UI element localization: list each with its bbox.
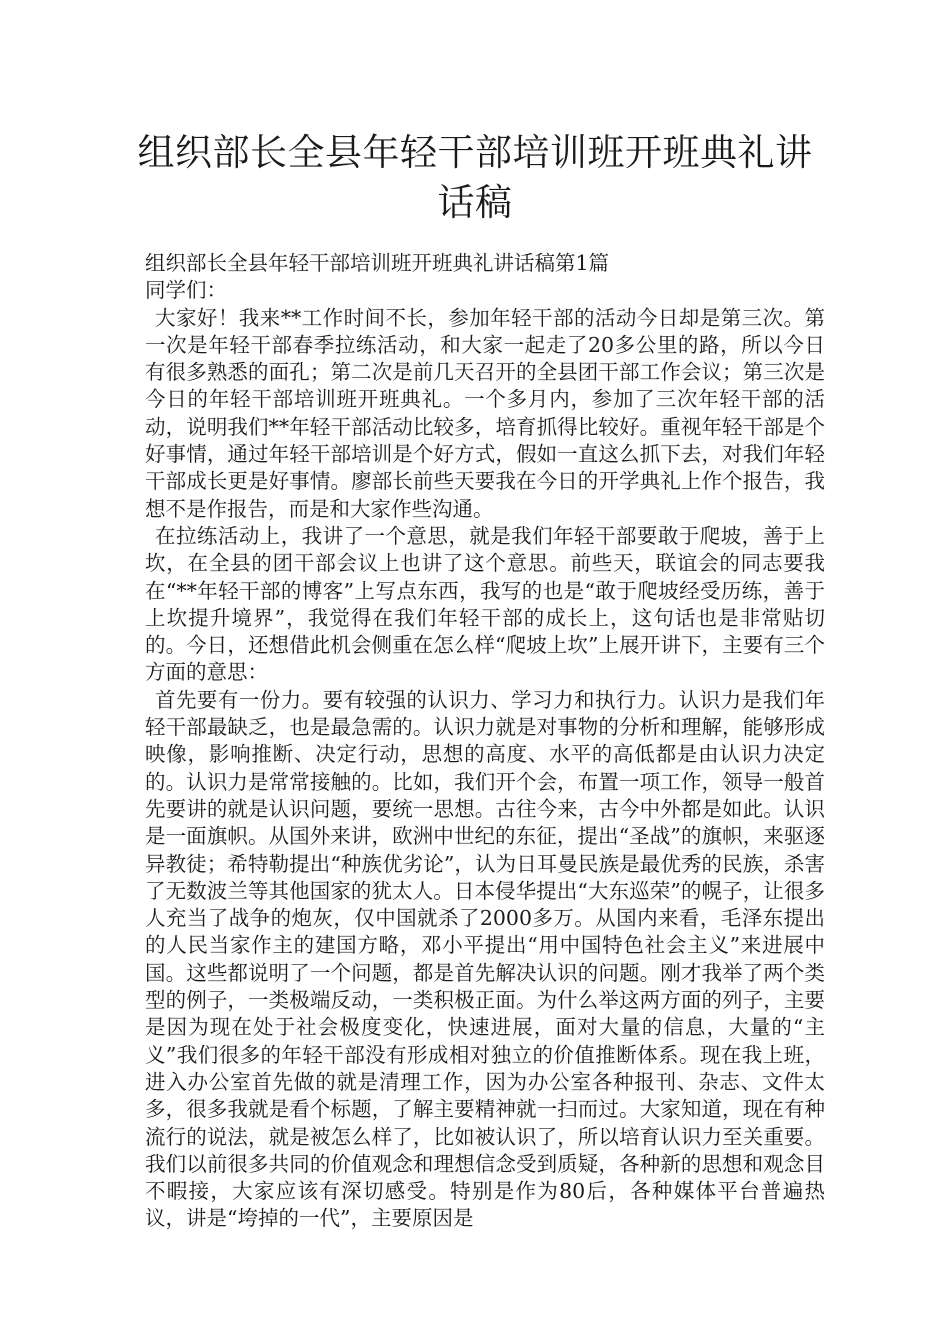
paragraph-1: 大家好！我来**工作时间不长，参加年轻干部的活动今日却是第三次。第一次是年轻干部春季拉练活动，和大家一起走了20多公里的路，所以今日有很多熟悉的面孔；第二次是前几天召开的全县团干部工作会议；第三次是今日的年轻干部培训班开班典礼。一个多月内，参加了三次年轻干部的活动，说明我们**年轻干部活动比较多，培育抓得比较好。重视年轻干部是个好事情，通过年轻干部培训是个好方式，假如一直这么抓下去，对我们年轻干部成长更是好事情。廖部长前些天要我在今日的开学典礼上作个报告，我想不是作报告，而是和大家作些沟通。 [145,305,825,521]
title-line-2: 话稿 [437,181,513,224]
paragraph-3: 首先要有一份力。要有较强的认识力、学习力和执行力。认识力是我们年轻干部最缺乏，也是最急需的。认识力就是对事物的分析和理解，能够形成映像，影响推断、决定行动，思想的高度、水平的高低都是由认识力决定的。认识力是常常接触的。比如，我们开个会，布置一项工作，领导一般首先要讲的就是认识问题，要统一思想。古往今来，古今中外都是如此。认识是一面旗帜。从国外来讲，欧洲中世纪的东征，提出“圣战”的旗帜，来驱逐异教徒；希特勒提出“种族优劣论”，认为日耳曼民族是最优秀的民族，杀害了无数波兰等其他国家的犹太人。日本侵华提出“大东巡荣”的幌子，让很多人充当了战争的炮灰，仅中国就杀了2000多万。从国内来看，毛泽东提出的人民当家作主的建国方略，邓小平提出“用中国特色社会主义”来进展中国。这些都说明了一个问题，都是首先解决认识的问题。刚才我举了两个类型的例子，一类极端反动，一类积极正面。为什么举这两方面的列子，主要是因为现在处于社会极度变化，快速进展，面对大量的信息，大量的“主义”我们很多的年轻干部没有形成相对独立的价值推断体系。现在我上班，进入办公室首先做的就是清理工作，因为办公室各种报刊、杂志、文件太多，很多我就是看个标题，了解主要精神就一扫而过。大家知道，现在有种流行的说法，就是被怎么样了，比如被认识了，所以培育认识力至关重要。我们以前很多共同的价值观念和理想信念受到质疑，各种新的思想和观念目不暇接，大家应该有深切感受。特别是作为80后，各种媒体平台普遍热议，讲是“垮掉的一代”，主要原因是 [145,687,825,1231]
document-body [145,250,825,1233]
document-title [130,128,820,228]
title-line-1: 组织部长全县年轻干部培训班开班典礼讲 [137,131,813,174]
document-subtitle: 组织部长全县年轻干部培训班开班典礼讲话稿第1篇 [145,251,610,275]
greeting: 同学们： [145,278,227,303]
paragraph-2: 在拉练活动上，我讲了一个意思，就是我们年轻干部要敢于爬坡，善于上坎，在全县的团干部会议上也讲了这个意思。前些天，联谊会的同志要我在“**年轻干部的博客”上写点东西，我写的也是“敢于爬坡经受历练，善于上坎提升境界”，我觉得在我们年轻干部的成长上，这句话也是非常贴切的。今日，还想借此机会侧重在怎么样“爬坡上坎”上展开讲下，主要有三个方面的意思： [145,523,825,685]
